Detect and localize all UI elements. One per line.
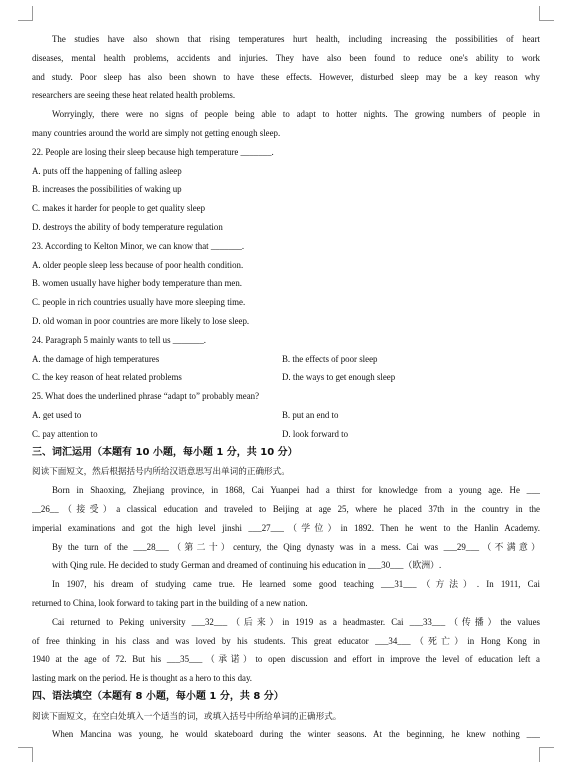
- question-22-option-a: A. puts off the happening of falling asleep: [32, 165, 182, 176]
- question-24-option-b: B. the effects of poor sleep: [282, 353, 378, 364]
- question-25-options-row: [32, 406, 540, 425]
- question-25-option-b: B. put an end to: [282, 409, 339, 420]
- document-body: [32, 30, 540, 744]
- paragraph-line: Worryingly, there were no signs of people being able to adapt to hotter nights. The growing numbers of people in: [52, 109, 540, 120]
- passage-line: imperial examinations and got the high level jinshi ___27___（学位）in 1892. Then he went to the Hanlin Academy.: [32, 522, 540, 533]
- passage-line: Born in Shaoxing, Zhejiang province, in 1868, Cai Yuanpei had a thirst for knowledge from a young age. He ___: [52, 485, 540, 496]
- question-23-option-d: D. old woman in poor countries are more likely to lose sleep.: [32, 315, 250, 326]
- question-24-stem: 24. Paragraph 5 mainly wants to tell us _______.: [32, 334, 207, 345]
- question-24-option-c: C. the key reason of heat related problems: [32, 372, 182, 383]
- passage-line: In 1907, his dream of studying came true. He learned some good teaching ___31___（方法）. In 1911, Cai: [52, 579, 540, 590]
- section-3-heading: 三、词汇运用（本题有 10 小题，每小题 1 分，共 10 分）: [32, 446, 298, 458]
- section-3-instruction: 阅读下面短文，然后根据括号内所给汉语意思写出单词的正确形式。: [32, 466, 290, 477]
- passage-line: 1940 at the age of 72. But his ___35___（承诺）to open discussion and effort in improve the level of education left a: [32, 654, 540, 665]
- paragraph-line: many countries around the world are simply not getting enough sleep.: [32, 127, 281, 138]
- passage-line: returned to China, look forward to taking part in the building of a new nation.: [32, 597, 308, 608]
- section-4-instruction: 阅读下面短文，在空白处填入一个适当的词，或填入括号中所给单词的正确形式。: [32, 710, 342, 721]
- question-24-options-row: [32, 368, 540, 387]
- question-25-option-a: A. get used to: [32, 409, 82, 420]
- question-23-option-c: C. people in rich countries usually have more sleeping time.: [32, 297, 246, 308]
- question-23-option-a: A. older people sleep less because of poor health condition.: [32, 259, 244, 270]
- crop-mark-bottom-left: [18, 747, 33, 762]
- section-4-heading: 四、语法填空（本题有 8 小题，每小题 1 分，共 8 分）: [32, 690, 284, 702]
- passage-line: with Qing rule. He decided to study German and dreamed of continuing his education in ___30___（欧洲）.: [52, 560, 442, 571]
- crop-mark-top-left: [18, 6, 33, 21]
- question-22-option-b: B. increases the possibilities of waking up: [32, 184, 182, 195]
- question-25-option-c: C. pay attention to: [32, 428, 98, 439]
- crop-mark-top-right: [539, 6, 554, 21]
- question-25-option-d: D. look forward to: [282, 428, 349, 439]
- paragraph-line: and study. Poor sleep has also been shown to have these effects. However, disturbed sleep may be a key reason why: [32, 71, 540, 82]
- passage-line: When Mancina was young, he would skateboard during the winter seasons. At the beginning, he knew nothing ___: [52, 729, 540, 740]
- passage-line: Cai returned to Peking university ___32___（后来）in 1919 as a headmaster. Cai ___33___（传播）the values: [52, 616, 540, 627]
- passage-line: By the turn of the ___28___（第二十）century, the Qing dynasty was in a mess. Cai was ___29___（不满意）: [52, 541, 540, 552]
- paragraph-line: researchers are seeing these heat related health problems.: [32, 90, 236, 101]
- passage-line: lasting mark on the period. He is thought as a hero to this day.: [32, 673, 253, 684]
- paragraph-line: diseases, mental health problems, accidents and injuries. They have also been found to reduce one's ability to work: [32, 52, 540, 63]
- question-25-stem: 25. What does the underlined phrase “adapt to” probably mean?: [32, 391, 260, 402]
- question-24-options-row: [32, 350, 540, 369]
- question-24-option-a: A. the damage of high temperatures: [32, 353, 160, 364]
- paragraph-line: The studies have also shown that rising temperatures hurt health, including increasing the possibilities of heart: [52, 34, 540, 44]
- question-22-option-c: C. makes it harder for people to get quality sleep: [32, 203, 206, 214]
- question-23-stem: 23. According to Kelton Minor, we can know that _______.: [32, 240, 245, 251]
- question-23-option-b: B. women usually have higher body temperature than men.: [32, 278, 242, 289]
- question-24-option-d: D. the ways to get enough sleep: [282, 372, 396, 383]
- passage-line: of free thinking in his class and was loved by his students. This great educator ___34___（死亡）in Hong Kong in: [32, 635, 540, 646]
- question-25-options-row: [32, 425, 540, 444]
- question-22-stem: 22. People are losing their sleep because high temperature _______.: [32, 146, 274, 157]
- crop-mark-bottom-right: [539, 747, 554, 762]
- question-22-option-d: D. destroys the ability of body temperature regulation: [32, 221, 223, 232]
- passage-line: __26__（接受）a classical education and traveled to Beijing at age 25, where he placed 37th in the country in the: [32, 503, 540, 514]
